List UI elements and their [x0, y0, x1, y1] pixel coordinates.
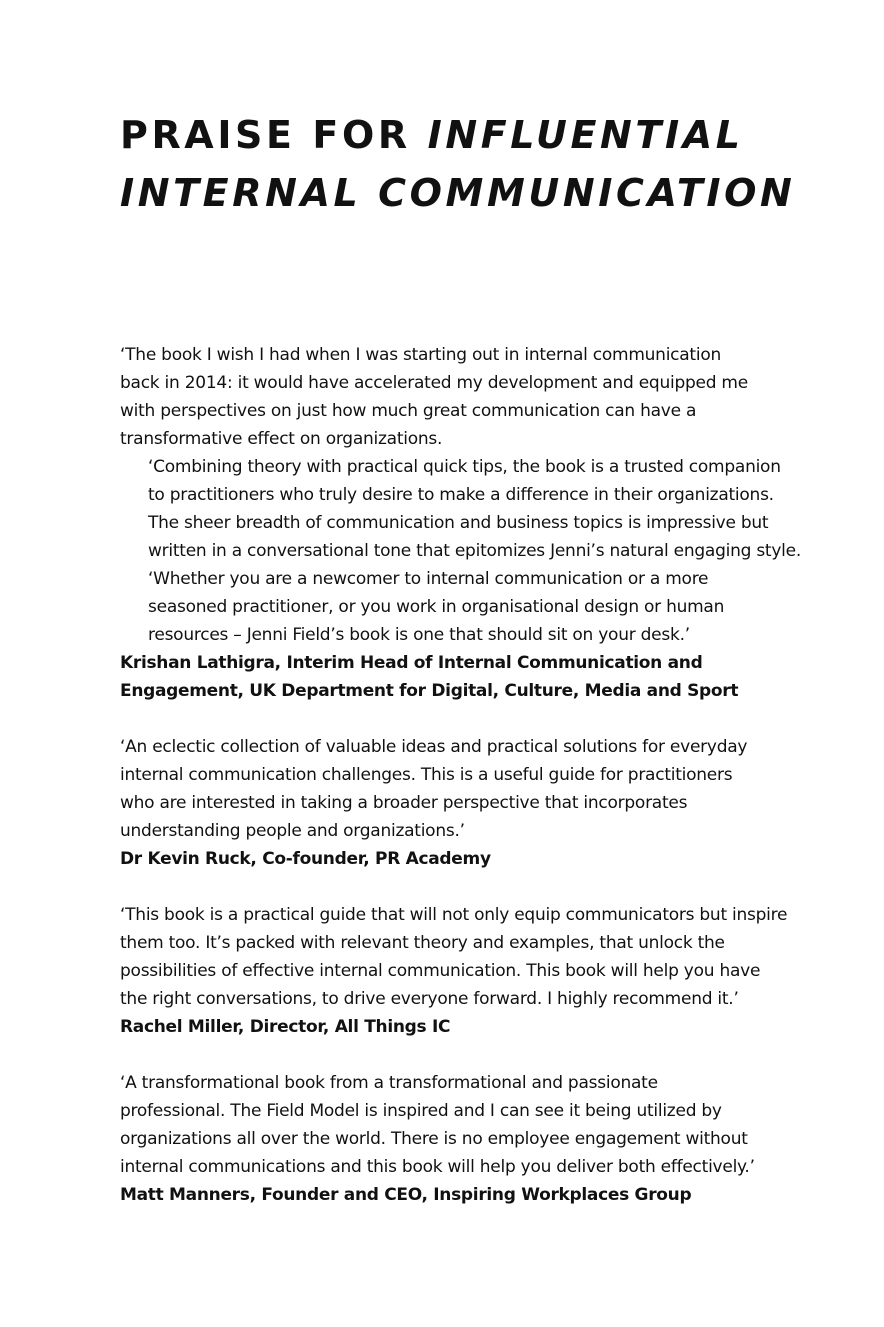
title-italic-line2: INTERNAL COMMUNICATION: [120, 171, 796, 215]
quote-line: transformative effect on organizations.: [120, 429, 443, 449]
quote-attribution: [120, 1013, 780, 1041]
quote-line: professional. The Field Model is inspired and I can see it being utilized by: [120, 1101, 722, 1121]
quote-line: written in a conversational tone that epitomizes Jenni’s natural engaging style.: [148, 541, 801, 561]
quote-line: internal communication challenges. This is a useful guide for practitioners: [120, 765, 733, 785]
attribution-line: Engagement, UK Department for Digital, Culture, Media and Sport: [120, 681, 739, 701]
quote-paragraph: [120, 453, 801, 565]
attribution-line: Matt Manners, Founder and CEO, Inspiring Workplaces Group: [120, 1185, 692, 1205]
quote-paragraph: [120, 1069, 780, 1181]
quote-line: organizations all over the world. There is no employee engagement without: [120, 1129, 748, 1149]
quote-line: The sheer breadth of communication and business topics is impressive but: [148, 513, 769, 533]
quote-line: ‘Whether you are a newcomer to internal communication or a more: [148, 569, 709, 589]
quote-line: ‘Combining theory with practical quick tips, the book is a trusted companion: [148, 457, 781, 477]
quote-line: resources – Jenni Field’s book is one that should sit on your desk.’: [148, 625, 690, 645]
quote-paragraph: [120, 901, 788, 1013]
quote-line: ‘The book I wish I had when I was starting out in internal communication: [120, 345, 721, 365]
quote-block: [120, 1069, 780, 1209]
quote-line: ‘This book is a practical guide that will not only equip communicators but inspire: [120, 905, 788, 925]
praise-quotes: [120, 341, 801, 1237]
quote-attribution: [120, 1181, 780, 1209]
quote-line: them too. It’s packed with relevant theory and examples, that unlock the: [120, 933, 725, 953]
quote-attribution: [120, 845, 780, 873]
quote-paragraph: [120, 341, 780, 453]
attribution-line: Rachel Miller, Director, All Things IC: [120, 1017, 451, 1037]
quote-line: back in 2014: it would have accelerated my development and equipped me: [120, 373, 748, 393]
title-prefix: PRAISE FOR: [120, 113, 428, 157]
quote-block: [120, 733, 780, 873]
quote-line: possibilities of effective internal communication. This book will help you have: [120, 961, 761, 981]
quote-line: to practitioners who truly desire to make a difference in their organizations.: [148, 485, 774, 505]
quote-block: [120, 901, 788, 1041]
quote-line: understanding people and organizations.’: [120, 821, 465, 841]
quote-paragraph: [120, 565, 780, 649]
quote-block: [120, 341, 801, 705]
attribution-line: Krishan Lathigra, Interim Head of Internal Communication and: [120, 653, 703, 673]
quote-line: the right conversations, to drive everyone forward. I highly recommend it.’: [120, 989, 739, 1009]
attribution-line: Dr Kevin Ruck, Co-founder, PR Academy: [120, 849, 491, 869]
quote-line: internal communications and this book will help you deliver both effectively.’: [120, 1157, 755, 1177]
page-title: [120, 106, 820, 222]
quote-line: ‘A transformational book from a transformational and passionate: [120, 1073, 658, 1093]
quote-line: with perspectives on just how much great communication can have a: [120, 401, 697, 421]
quote-line: who are interested in taking a broader perspective that incorporates: [120, 793, 688, 813]
quote-attribution: [120, 649, 780, 705]
quote-paragraph: [120, 733, 780, 845]
quote-line: ‘An eclectic collection of valuable ideas and practical solutions for everyday: [120, 737, 748, 757]
title-italic-line1: INFLUENTIAL: [427, 113, 744, 157]
quote-line: seasoned practitioner, or you work in organisational design or human: [148, 597, 725, 617]
